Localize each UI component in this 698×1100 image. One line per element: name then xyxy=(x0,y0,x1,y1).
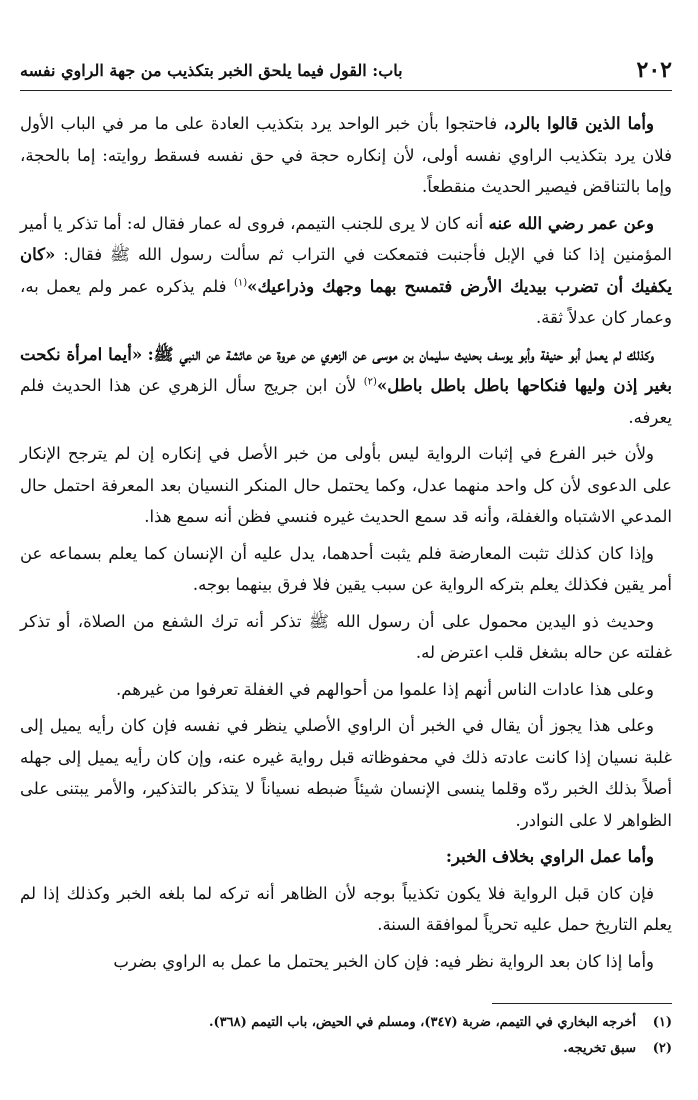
paragraph xyxy=(20,710,672,836)
page-header xyxy=(20,50,672,91)
page-body xyxy=(20,108,672,982)
footnote-number: (٢) xyxy=(652,1041,672,1056)
chapter-title: باب: القول فيما يلحق الخبر بتكذيب من جهة الراوي نفسه xyxy=(20,60,403,80)
paragraph-lead: وعن عمر رضي الله عنه xyxy=(488,213,654,233)
footnote xyxy=(20,1036,672,1062)
footnote-number: (١) xyxy=(652,1015,672,1030)
paragraph xyxy=(20,108,672,203)
footnote-text: أخرجه البخاري في التيمم، ضربة (٣٤٧)، ومسلم في الحيض، باب التيمم (٣٦٨). xyxy=(208,1015,636,1030)
paragraph xyxy=(20,208,672,334)
paragraph xyxy=(20,339,672,434)
footnote-separator xyxy=(492,1003,672,1004)
section-heading xyxy=(20,841,672,873)
footnote-marker: (٢) xyxy=(363,376,377,388)
hadith-quote: «أيما امرأة نكحت بغير إذن وليها فنكاحها باطل باطل باطل» xyxy=(20,344,672,395)
paragraph-text: وإذا كان كذلك تثبت المعارضة فلم يثبت أحدهما، يدل عليه أن الإنسان كما يعلم بسماعه عن أمر يقين فكذلك يعلم بتركه الرواية عن سبب يقين فلا فرق بينهما بوجه. xyxy=(20,543,672,594)
paragraph-text: وعلى هذا يجوز أن يقال في الخبر أن الراوي الأصلي ينظر في نفسه فإن كان رأيه يميل إلى غلبة نسيان إذا كانت عادته ذلك في محفوظاته قبل رواية غيره عنه، وإن كان رأيه يميل إلى جهله أصلاً بذلك الخبر ردّه وقلما ينسى الإنسان شيئاً ضبطه نسياناً لا يتذكر بالتذكير، والأمر يبتنى على الظواهر لا على النوادر. xyxy=(20,716,672,830)
paragraph xyxy=(20,606,672,669)
paragraph xyxy=(20,674,672,706)
footnote-marker: (١) xyxy=(233,277,248,288)
paragraph-lead: وأما عمل الراوي بخلاف الخبر: xyxy=(445,847,654,866)
paragraph-lead: وكذلك لم يعمل أبو حنيفة وأبو يوسف بحديث سليمان بن موسى عن الزهري عن عروة عن عائشة عن النبي ﷺ: xyxy=(147,344,654,364)
paragraph xyxy=(20,878,672,941)
paragraph-text: وحديث ذو اليدين محمول على أن رسول الله ﷺ تذكر أنه ترك الشفع من الصلاة، أو تذكر غفلته عن حاله بشغل قلب اعترض له. xyxy=(20,611,672,662)
paragraph xyxy=(20,438,672,533)
paragraph-tail: لأن ابن جريج سأل الزهري عن هذا الحديث فلم يعرفه. xyxy=(20,376,672,427)
paragraph-text: ولأن خبر الفرع في إثبات الرواية ليس بأولى من خبر الأصل في إنكاره إن لم يترجح الإنكار على الدعوى لأن كل واحد منهما عدل، وكما يحتمل حال المنكر النسيان بعد المعرفة احتمل حال المدعي الاشتباه والغفلة، وأنه قد سمع الحديث غيره فنسي فظن أنه سمع هذا. xyxy=(20,444,672,526)
footnote-text: سبق تخريجه. xyxy=(563,1041,636,1056)
paragraph xyxy=(20,538,672,601)
paragraph xyxy=(20,946,672,978)
paragraph-text: وعلى هذا عادات الناس أنهم إذا علموا من أحوالهم في الغفلة تعرفوا من غيرهم. xyxy=(116,679,654,699)
page-number: ٢٠٢ xyxy=(636,57,672,83)
paragraph-text: وأما إذا كان بعد الرواية نظر فيه: فإن كان الخبر يحتمل ما عمل به الراوي بضرب xyxy=(113,951,654,971)
paragraph-lead: وأما الذين قالوا بالرد، xyxy=(503,114,654,133)
paragraph-text: فاحتجوا بأن خبر الواحد يرد بتكذيب العادة على ما مر في الباب الأول فلان يرد بتكذيب الراوي نفسه أولى، لأن إنكاره حجة في حق نفسه فسقط روايته: إما بالحجة، وإما بالتناقض فيصير الحديث منقطعاً. xyxy=(20,114,672,196)
footnote xyxy=(20,1010,672,1036)
hadith-quote: «كان يكفيك أن تضرب بيديك الأرض فتمسح بهما وجهك وذراعيك» xyxy=(20,245,672,296)
paragraph-text: أنه كان لا يرى للجنب التيمم، فروى له عمار فقال له: أما تذكر يا أمير المؤمنين إذا كنا في الإبل فأجنبت فتمعكت في التراب ثم سألت رسول الله ﷺ فقال: xyxy=(20,213,672,264)
footnotes xyxy=(20,1010,672,1062)
paragraph-tail: فلم يذكره عمر ولم يعمل به، وعمار كان عدلاً ثقة. xyxy=(20,276,672,327)
paragraph-text: فإن كان قبل الرواية فلا يكون تكذيباً بوجه لأن الظاهر أنه تركه لما بلغه الخبر وكذلك إذا لم يعلم التاريخ حمل عليه تحرياً لموافقة السنة. xyxy=(20,883,672,934)
